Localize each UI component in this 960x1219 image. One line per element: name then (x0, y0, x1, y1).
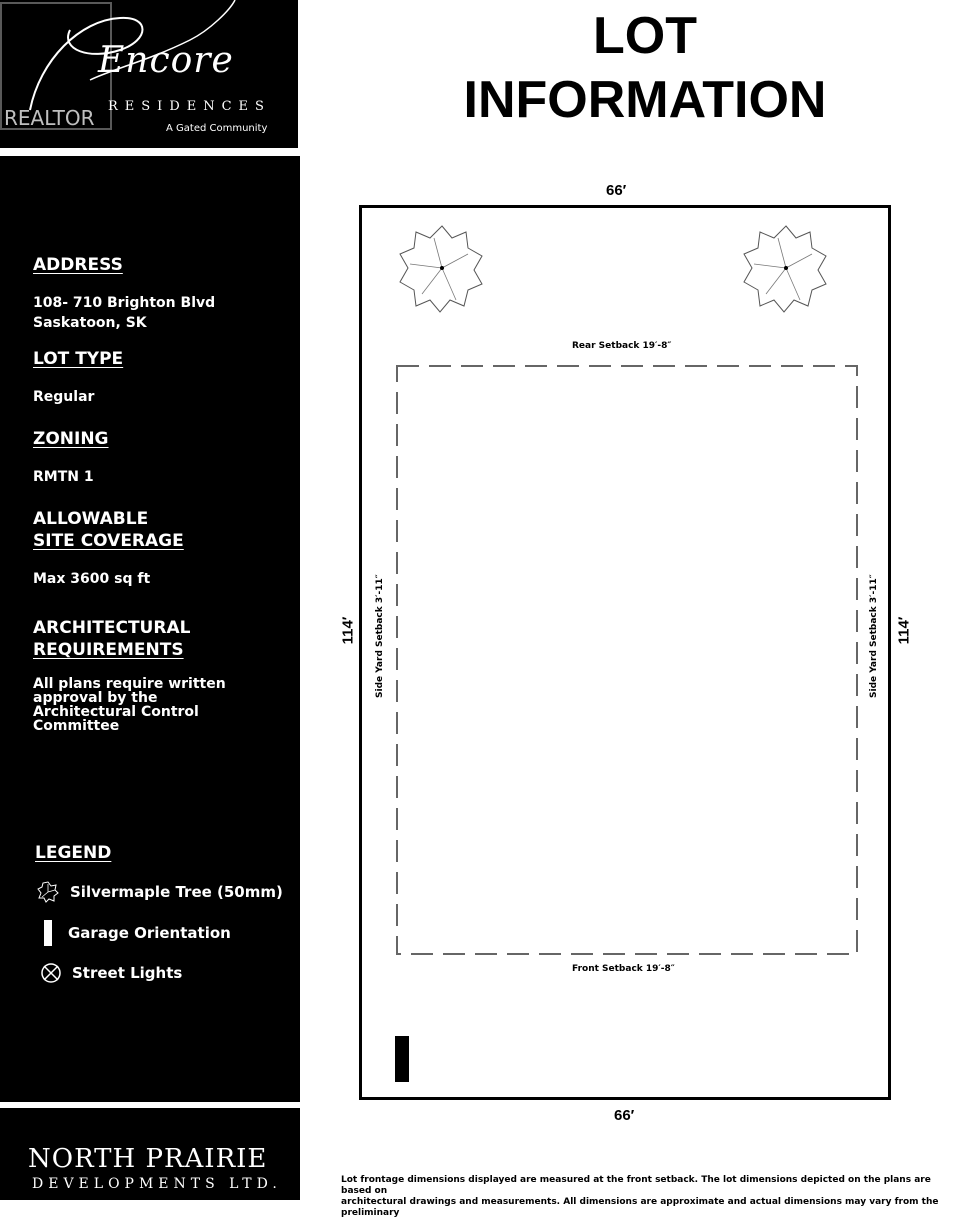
arch-line1: All plans require written (33, 676, 226, 692)
legend-heading: LEGEND (35, 843, 112, 863)
legend-item-garage (44, 920, 231, 946)
arch-line4: Committee (33, 718, 120, 734)
brand-sub: DEVELOPMENTS LTD. (32, 1176, 282, 1192)
page-title-line1: LOT (593, 7, 697, 65)
lot-type-value: Regular (33, 389, 95, 405)
rear-setback-label: Rear Setback 19′-8″ (572, 341, 672, 351)
bottom-dimension: 66′ (614, 1107, 635, 1124)
left-dimension: 114′ (339, 616, 357, 645)
address-heading: ADDRESS (33, 255, 123, 275)
street-light-icon (40, 962, 62, 984)
logo-script: Encore (98, 40, 234, 81)
coverage-value: Max 3600 sq ft (33, 571, 151, 587)
brand-name: NORTH PRAIRIE (28, 1144, 268, 1174)
lot-type-heading: LOT TYPE (33, 349, 124, 369)
side-setback-right-label: Side Yard Setback 3′-11″ (869, 574, 879, 698)
zoning-value: RMTN 1 (33, 469, 94, 485)
page-title-line2: INFORMATION (463, 71, 827, 129)
right-dimension: 114′ (895, 616, 913, 645)
legend-label-garage: Garage Orientation (68, 924, 231, 942)
legend-label-tree: Silvermaple Tree (50mm) (70, 883, 283, 901)
arch-heading-1: ARCHITECTURAL (33, 618, 191, 638)
tree-icon (36, 880, 60, 904)
front-setback-label: Front Setback 19′-8″ (572, 964, 675, 974)
legend-item-tree (36, 880, 283, 904)
tree-icon (400, 226, 482, 312)
top-dimension: 66′ (606, 182, 627, 199)
address-line2: Saskatoon, SK (33, 315, 147, 331)
arch-line2: approval by the (33, 690, 158, 706)
garage-icon (44, 920, 52, 946)
coverage-heading-1: ALLOWABLE (33, 509, 149, 529)
lot-plan (359, 205, 891, 1100)
arch-heading-2: REQUIREMENTS (33, 640, 184, 660)
footnote-line1: Lot frontage dimensions displayed are measured at the front setback. The lot dimensions depicted on the plans are based on (341, 1175, 931, 1196)
legend-label-street-lights: Street Lights (72, 964, 183, 982)
address-line1: 108- 710 Brighton Blvd (33, 295, 216, 311)
footnote (341, 1175, 941, 1219)
logo-panel (0, 0, 298, 148)
logo-residences: RESIDENCES (108, 99, 271, 114)
side-setback-left-label: Side Yard Setback 3′-11″ (375, 574, 385, 698)
realtor-watermark: REALTOR (4, 106, 95, 130)
zoning-heading: ZONING (33, 429, 109, 449)
footnote-line2: architectural drawings and measurements. All dimensions are approximate and actual dimensions may vary from the preliminary (341, 1197, 939, 1218)
coverage-heading-2: SITE COVERAGE (33, 531, 184, 551)
garage-orientation-marker (395, 1036, 409, 1082)
legend-item-street-lights (40, 962, 182, 984)
arch-line3: Architectural Control (33, 704, 199, 720)
logo-tagline: A Gated Community (166, 123, 268, 134)
tree-icon (744, 226, 826, 312)
